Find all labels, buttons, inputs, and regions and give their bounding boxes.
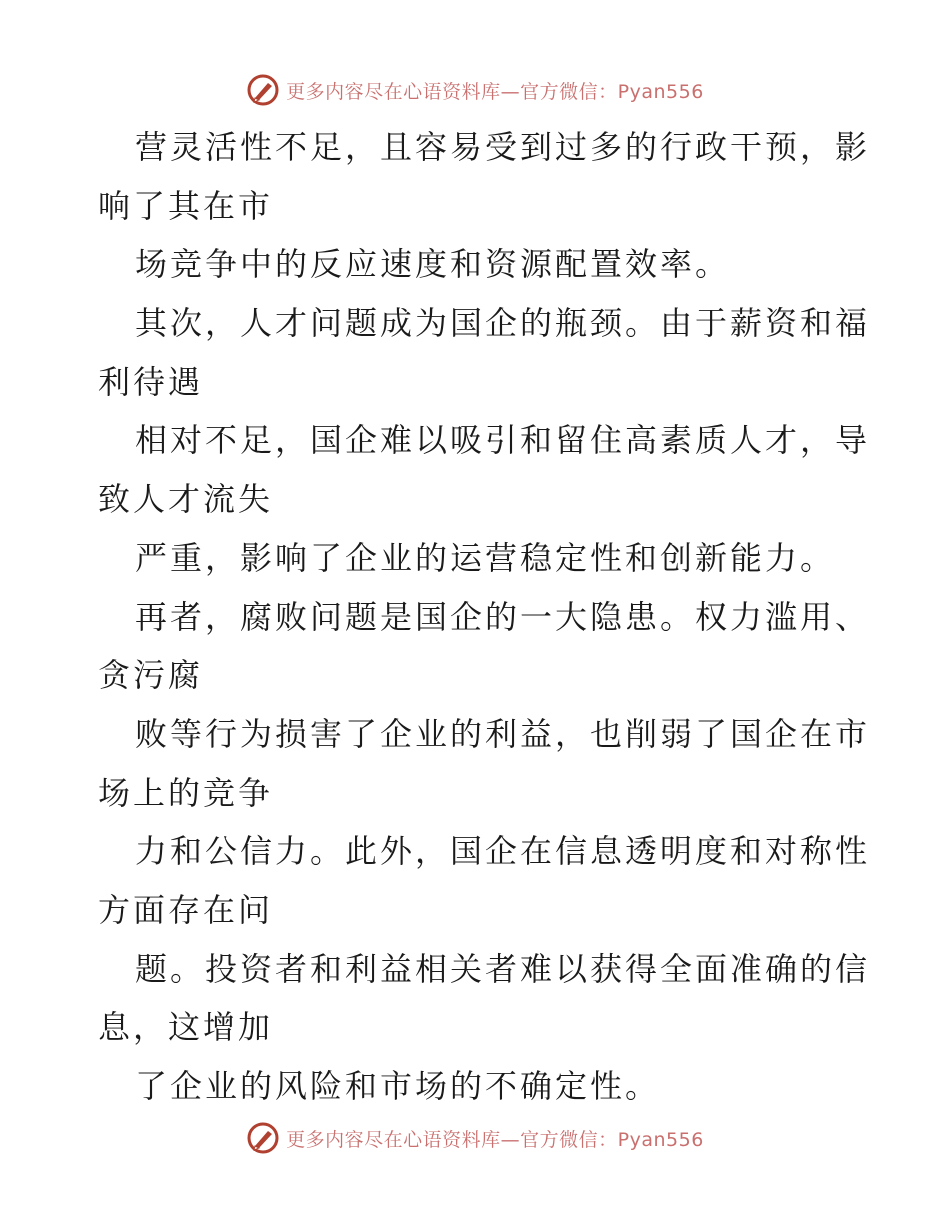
header-banner-text: 更多内容尽在心语资料库—官方微信：Pyan556	[286, 80, 704, 103]
text-line: 相对不足，国企难以吸引和留住高素质人才，导	[135, 421, 871, 460]
footer-banner	[0, 1118, 950, 1158]
text-line: 再者，腐败问题是国企的一大隐患。权力滥用、	[135, 597, 871, 636]
text-line: 其次，人才问题成为国企的瓶颈。由于薪资和福	[135, 304, 871, 343]
text-line: 力和公信力。此外，国企在信息透明度和对称性	[135, 832, 871, 871]
pen-circle-icon	[246, 73, 280, 107]
text-line: 利待遇	[98, 362, 204, 401]
text-line: 题。投资者和利益相关者难以获得全面准确的信	[135, 949, 871, 988]
text-line: 息，这增加	[98, 1008, 274, 1047]
pen-circle-icon	[246, 1121, 280, 1155]
header-banner	[0, 70, 950, 110]
text-line: 营灵活性不足，且容易受到过多的行政干预，影	[135, 128, 871, 166]
text-line: 严重，影响了企业的运营稳定性和创新能力。	[135, 538, 836, 577]
text-line: 贪污腐	[98, 656, 204, 695]
text-line: 败等行为损害了企业的利益，也削弱了国企在市	[135, 714, 871, 753]
text-line: 了企业的风险和市场的不确定性。	[135, 1067, 661, 1105]
footer-banner-text: 更多内容尽在心语资料库—官方微信：Pyan556	[286, 1128, 704, 1151]
document-body	[98, 118, 871, 1116]
text-line: 场上的竞争	[98, 773, 274, 812]
text-line: 响了其在市	[98, 186, 274, 225]
text-line: 场竞争中的反应速度和资源配置效率。	[135, 245, 731, 284]
text-line: 方面存在问	[98, 890, 274, 929]
text-line: 致人才流失	[98, 480, 274, 519]
